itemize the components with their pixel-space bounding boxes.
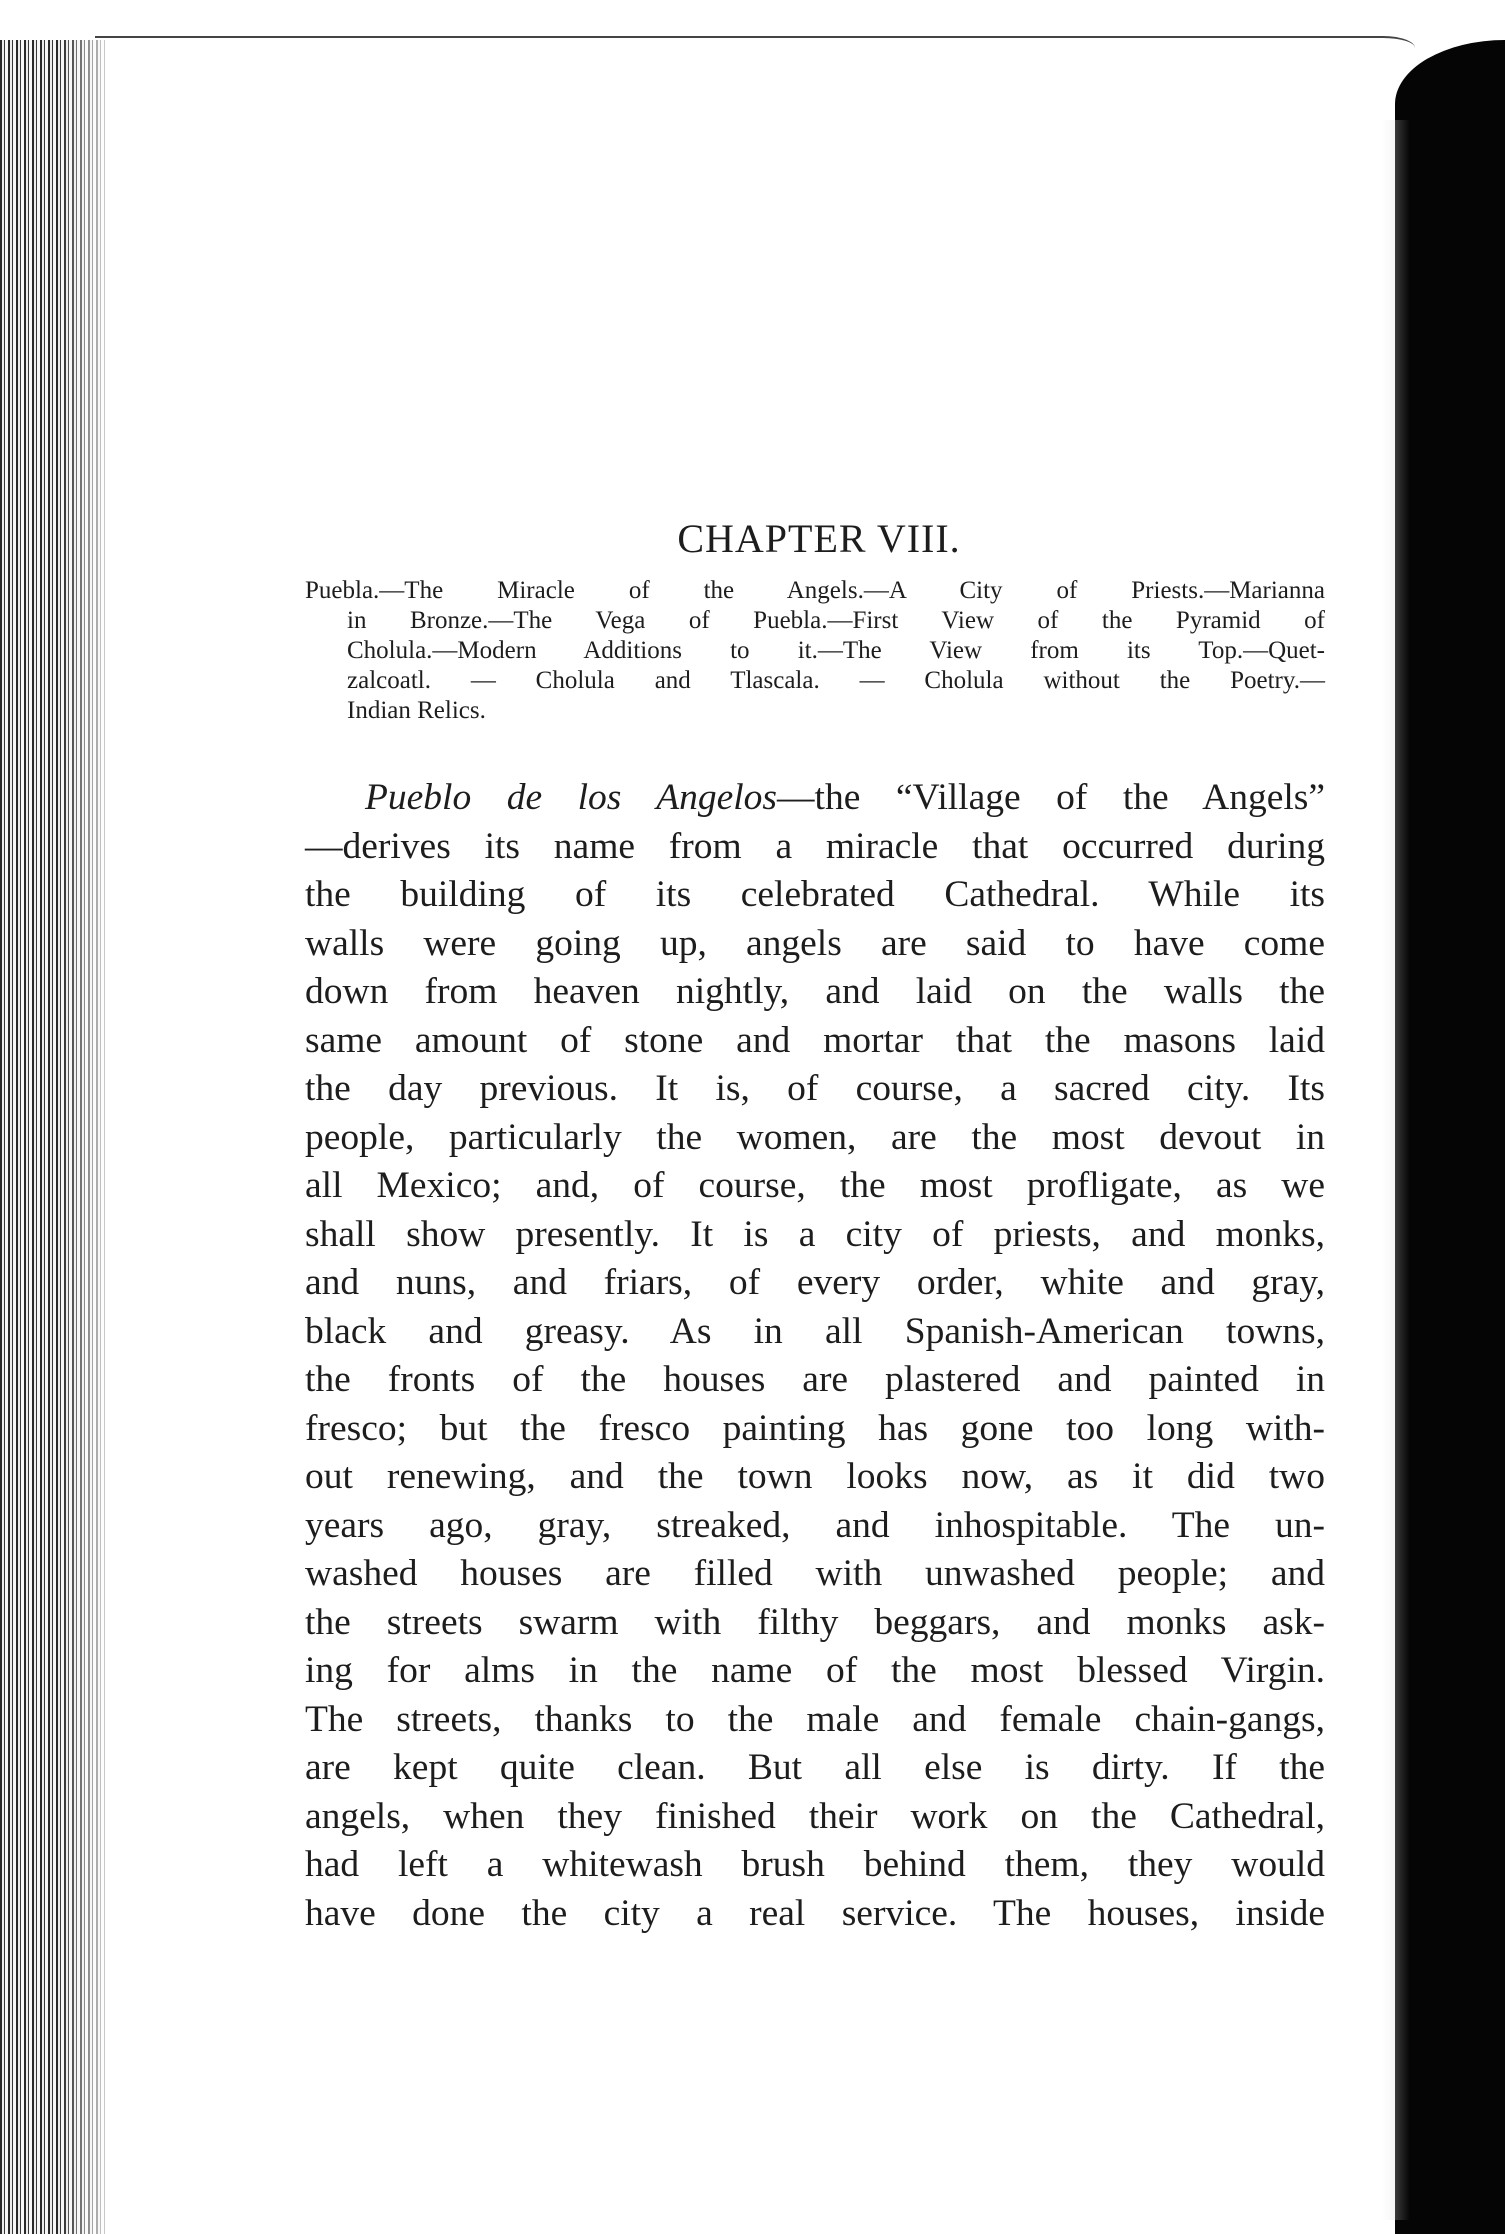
- body-line: same amount of stone and mortar that the masons laid: [305, 1019, 1325, 1061]
- summary-line: Puebla.—The Miracle of the Angels.—A City of Priests.—Marianna: [305, 577, 1325, 604]
- town-name-italic: Pueblo de los Angelos: [365, 777, 778, 818]
- body-line: years ago, gray, streaked, and inhospitable. The un-: [305, 1504, 1325, 1546]
- body-line: walls were going up, angels are said to have come: [305, 922, 1325, 964]
- body-line: shall show presently. It is a city of priests, and monks,: [305, 1213, 1325, 1255]
- body-line: the streets swarm with filthy beggars, and monks ask-: [305, 1601, 1325, 1643]
- body-line: —derives its name from a miracle that occurred during: [305, 825, 1325, 867]
- body-line: and nuns, and friars, of every order, white and gray,: [305, 1262, 1325, 1303]
- body-line: the day previous. It is, of course, a sacred city. Its: [305, 1068, 1325, 1109]
- page-content: [305, 515, 1325, 1938]
- summary-line: zalcoatl. — Cholula and Tlascala. — Cholula without the Poetry.—: [347, 667, 1325, 694]
- body-line: angels, when they finished their work on the Cathedral,: [305, 1795, 1325, 1837]
- body-line: down from heaven nightly, and laid on the walls the: [305, 971, 1325, 1012]
- body-line: the building of its celebrated Cathedral. While its: [305, 874, 1325, 915]
- body-line: are kept quite clean. But all else is dirty. If the: [305, 1747, 1325, 1788]
- body-line: the fronts of the houses are plastered and painted in: [305, 1359, 1325, 1400]
- body-line: washed houses are filled with unwashed people; and: [305, 1553, 1325, 1594]
- body-line: out renewing, and the town looks now, as it did two: [305, 1456, 1325, 1497]
- body-line: ing for alms in the name of the most blessed Virgin.: [305, 1650, 1325, 1691]
- summary-line: in Bronze.—The Vega of Puebla.—First View of the Pyramid of: [347, 607, 1325, 634]
- summary-line: Indian Relics.: [347, 697, 486, 724]
- summary-line: Cholula.—Modern Additions to it.—The View from its Top.—Quet-: [347, 637, 1325, 664]
- page-top-edge: [95, 36, 1415, 48]
- right-edge-shadow: [1382, 120, 1410, 2220]
- chapter-title: CHAPTER VIII.: [677, 516, 961, 561]
- right-page-edge: [1395, 40, 1505, 2234]
- body-line: fresco; but the fresco painting has gone too long with-: [305, 1407, 1325, 1449]
- body-line: people, particularly the women, are the most devout in: [305, 1116, 1325, 1158]
- body-line: have done the city a real service. The houses, inside: [305, 1892, 1325, 1934]
- body-line: had left a whitewash brush behind them, they would: [305, 1844, 1325, 1885]
- gutter-fade: [60, 40, 120, 2234]
- body-line: [305, 774, 1325, 823]
- body-line: all Mexico; and, of course, the most profligate, as we: [305, 1165, 1325, 1206]
- body-line: The streets, thanks to the male and female chain-gangs,: [305, 1698, 1325, 1740]
- chapter-summary: [305, 576, 1325, 726]
- body-line-rest: —the “Village of the Angels”: [777, 777, 1325, 818]
- body-line: black and greasy. As in all Spanish-American towns,: [305, 1310, 1325, 1352]
- body-paragraph: [305, 774, 1325, 1938]
